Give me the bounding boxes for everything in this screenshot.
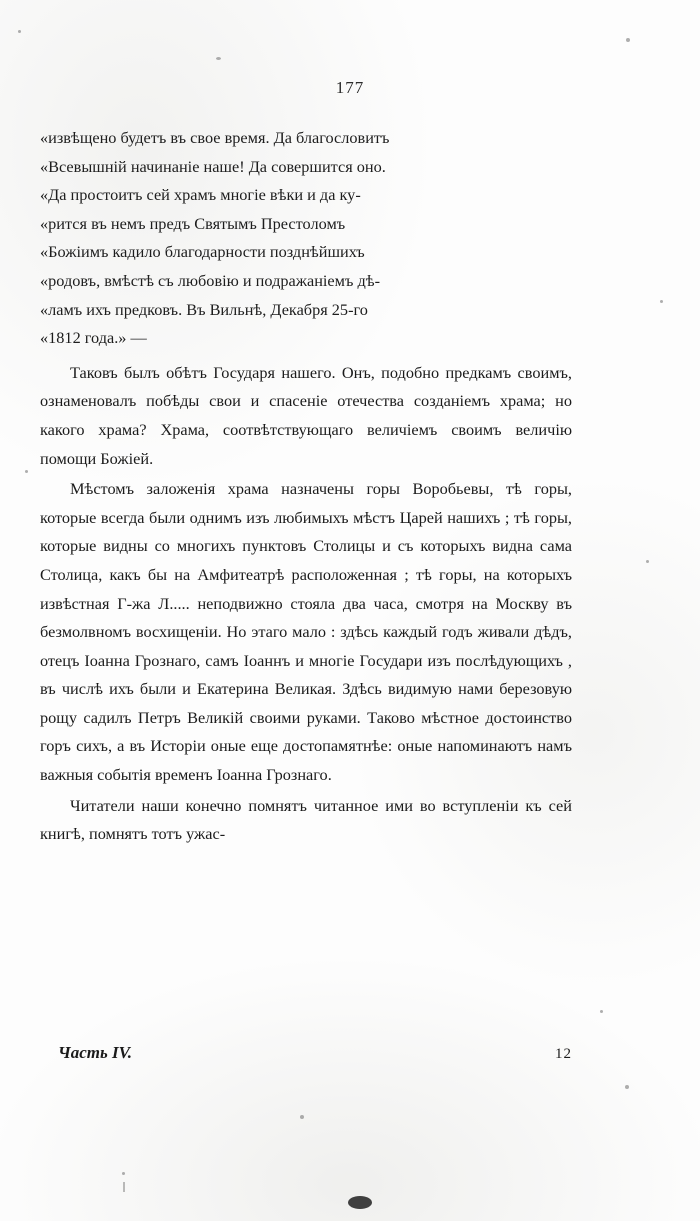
edge-mark (123, 1182, 125, 1192)
signature-mark: 12 (555, 1046, 572, 1062)
scan-speck (646, 560, 649, 563)
quote-line: «1812 года.» — (40, 328, 147, 348)
volume-label: Часть IV. (58, 1043, 133, 1062)
paragraph: Таковъ былъ обѣтъ Государя нашего. Онъ, подобно предкамъ своимъ, ознаменовалъ побѣды свои и спасеніе отечества созданіемъ храма; но какого храма? Храма, соотвѣтствующаго величіемъ своимъ величію помощи Божіей. (40, 362, 572, 468)
quote-line: «Всевышній начинаніе наше! Да совершится оно. (40, 156, 386, 176)
quoted-decree (40, 124, 572, 353)
scan-speck (625, 1085, 629, 1089)
page-body (40, 124, 572, 849)
quote-line: «родовъ, вмѣстѣ съ любовію и подражаніемъ дѣ- (40, 270, 380, 290)
scan-speck (300, 1115, 304, 1119)
scan-speck (18, 30, 21, 33)
scan-speck (122, 1172, 125, 1175)
quote-line: «рится въ немъ предъ Святымъ Престоломъ (40, 213, 346, 233)
quote-line: «Да простоитъ сей храмъ многіе вѣки и да ку- (40, 185, 361, 205)
scan-speck (626, 38, 630, 42)
scan-speck (25, 470, 28, 473)
paragraph: Мѣстомъ заложенія храма назначены горы Воробьевы, тѣ горы, которые всегда были однимъ изъ любимыхъ мѣстъ Царей нашихъ ; тѣ горы, которые видны со многихъ пунктовъ Столицы и съ которыхъ видна сама Столица, какъ бы на Амфитеатрѣ расположенная ; тѣ горы, на которыхъ извѣстная Г-жа Л..... неподвижно стояла два часа, смотря на Москву въ безмолвномъ восхищеніи. Но этаго мало : здѣсь каждый годъ живали дѣдъ, отецъ Іоанна Грознаго, самъ Іоаннъ и многіе Государи изъ послѣдующихъ , въ числѣ ихъ были и Екатерина Великая. Здѣсь видимую нами березовую рощу садилъ Петръ Великій своими руками. Таково мѣстное достоинство горъ сихъ, а въ Исторіи оные еще достопамятнѣе: оные напоминаютъ намъ важныя событія временъ Іоанна Грознаго. (40, 479, 572, 785)
paragraph: Читатели наши конечно помнятъ читанное ими во вступленіи къ сей книгѣ, помнятъ тотъ ужас- (40, 795, 572, 844)
quote-line: «ламъ ихъ предковъ. Въ Вильнѣ, Декабря 25-го (40, 299, 368, 319)
quote-line: «Божіимъ кадило благодарности позднѣйшихъ (40, 242, 365, 262)
scan-speck (216, 57, 221, 60)
ink-blot (348, 1196, 372, 1209)
page-footer (40, 1043, 572, 1063)
scan-speck (600, 1010, 603, 1013)
scan-speck (660, 300, 663, 303)
page-number: 177 (335, 78, 365, 97)
quote-line: «извѣщено будетъ въ свое время. Да благословитъ (40, 128, 390, 147)
